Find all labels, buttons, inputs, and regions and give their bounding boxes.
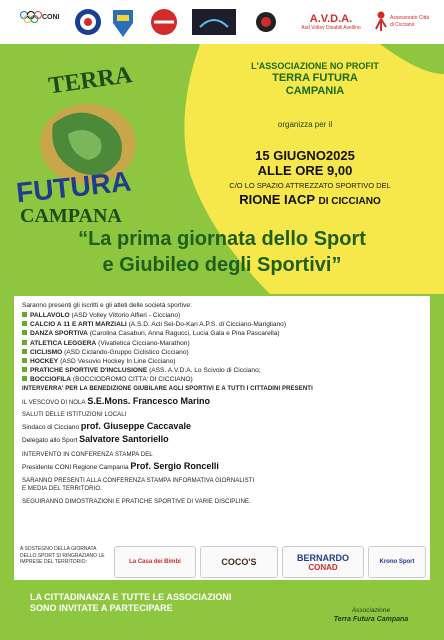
sponsor-casa-bimbi: La Casa dei Bimbi	[114, 546, 196, 578]
greetings-heading: SALUTI DELLE ISTITUZIONI LOCALI	[22, 412, 127, 418]
sport-item: CALCIO A 11 E ARTI MARZIALI (A.S.D. Acli Sei-Do-Kan A.P.S. di Cicciano-Marigliano)	[22, 320, 422, 329]
assoc-line-1: L'ASSOCIAZIONE NO PROFIT	[251, 61, 379, 71]
journalists-line-2: E MEDIA DEL TERRITORIO.	[22, 486, 102, 492]
logo-terra-text: TERRA	[46, 61, 134, 100]
assoc-signature-line-2: Terra Futura Campana	[333, 616, 409, 623]
vescovo-line: IL VESCOVO DI NOLA S.E.Mons. Francesco Marino	[22, 396, 210, 406]
sindaco-line: Sindaco di Cicciano prof. Giuseppe Caccavale	[22, 421, 191, 431]
volley-club-logo	[72, 6, 104, 38]
organizza-text: organizza per il	[277, 120, 333, 129]
demos-line: SEGUIRANNO DIMOSTRAZIONI E PRATICHE SPORTIVE DI VARIE DISCIPLINE.	[22, 499, 251, 505]
invitation-line-1: LA CITTADINANZA E TUTTE LE ASSOCIAZIONI	[30, 592, 232, 602]
assoc-signature	[316, 606, 426, 624]
sport-item: HOCKEY (ASD Vesuvio Hockey In Line Cicciano)	[22, 357, 422, 366]
cicciano-label: Assessorato Città di Cicciano	[390, 15, 430, 28]
bullet-icon	[22, 358, 27, 363]
assoc-line-3: CAMPANIA	[285, 85, 345, 97]
press-heading: INTERVENTO IN CONFERENZA STAMPA DEL	[22, 452, 153, 458]
rione-name: RIONE IACP	[239, 192, 315, 207]
title-line-2: e Giubileo degli Sportivi”	[102, 254, 342, 276]
shield-logo	[110, 6, 136, 38]
coni-text: CONI	[42, 14, 60, 21]
coni-logo	[18, 6, 60, 38]
association-block	[220, 60, 410, 98]
bullet-icon	[22, 312, 27, 317]
sponsor-cocos: COCO'S	[200, 546, 278, 578]
sport-item: DANZA SPORTIVA (Carolina Casaburi, Anna Ragucci, Lucia Gala e Pina Pascarella)	[22, 329, 422, 338]
info-card	[14, 296, 430, 576]
journalists-line-1: SARANNO PRESENTI ALLA CONFERENZA STAMPA INFORMATIVA GIORNALISTI	[22, 478, 255, 484]
bullet-icon	[22, 321, 27, 326]
dark-banner-logo	[192, 6, 236, 38]
sod-logo	[246, 6, 286, 38]
assoc-signature-line-1: Associazione	[351, 607, 391, 614]
sport-item: BOCCIOFILA (BOCCIODROMO CITTA' DI CICCIANO)	[22, 375, 422, 384]
bullet-icon	[22, 330, 27, 335]
logo-futura-text: FUTURA	[14, 165, 133, 209]
sport-item: ATLETICA LEGGERA (Vivatletica Cicciano-Marathon)	[22, 339, 422, 348]
event-venue: C/O LO SPAZIO ATTREZZATO SPORTIVO DEL	[229, 181, 391, 190]
sponsors-bar	[14, 540, 430, 580]
event-date-line: 15 GIUGNO2025	[255, 148, 355, 163]
bullet-icon	[22, 376, 27, 381]
invitation-text	[30, 592, 231, 614]
delegato-line: Delegato allo Sport Salvatore Santoriello	[22, 434, 169, 444]
event-time-line: ALLE ORE 9,00	[257, 163, 353, 178]
bullet-icon	[22, 349, 27, 354]
intro-text: Saranno presenti gli iscritti e gli atleti delle società sportive:	[22, 302, 192, 309]
avda-text: A.V.D.A.	[309, 12, 353, 25]
bullet-icon	[22, 340, 27, 345]
sindaco-name: prof. Giuseppe Caccavale	[80, 421, 191, 431]
sponsor-krono-sport: Krono Sport	[368, 546, 426, 578]
delegato-name: Salvatore Santoriello	[79, 434, 169, 444]
rione-town: DI CICCIANO	[318, 196, 381, 207]
invitation-line-2: SONO INVITATE A PARTECIPARE	[30, 603, 173, 613]
cicciano-assessorato-logo	[372, 6, 436, 38]
logo-campana-text: CAMPANA	[20, 205, 122, 227]
avda-subtitle: Asd Volley Disabili Avellino	[301, 24, 361, 31]
terra-futura-logo	[8, 54, 173, 227]
avda-logo	[296, 6, 366, 38]
sponsor-bernardo-conad: BERNARDO CONAD	[282, 546, 364, 578]
blessing-line: INTERVERRA' PER LA BENEDIZIONE GIUBILARE AGLI SPORTIVI E A TUTTI I CITTADINI PRESENTI	[22, 386, 313, 392]
sports-list	[22, 311, 422, 385]
sponsors-intro: A SOSTEGNO DELLA GIORNATA DELLO SPORT SI RINGRAZIANO LE IMPRESE DEL TERRITORIO:	[20, 546, 105, 565]
press-name: Prof. Sergio Roncelli	[130, 461, 219, 471]
event-rione	[190, 192, 430, 207]
sport-item: PRATICHE SPORTIVE D'INCLUSIONE (ASS. A.V.D.A. Lo Scivolo di Cicciano;	[22, 366, 422, 375]
title-line-1: “La prima giornata dello Sport	[78, 228, 366, 250]
vescovo-name: S.E.Mons. Francesco Marino	[87, 396, 210, 406]
assoc-line-2: TERRA FUTURA	[272, 72, 358, 84]
bullet-icon	[22, 367, 27, 372]
red-circle-logo	[144, 6, 184, 38]
sport-item: PALLAVOLO (ASD Volley Vittorio Alfieri - Cicciano)	[22, 311, 422, 320]
sport-item: CICLISMO (ASD Ciclando-Gruppo Ciclistico Cicciano)	[22, 348, 422, 357]
press-line: Presidente CONI Regione Campania Prof. Sergio Roncelli	[22, 461, 219, 471]
event-title	[10, 226, 434, 278]
event-date	[200, 148, 410, 178]
